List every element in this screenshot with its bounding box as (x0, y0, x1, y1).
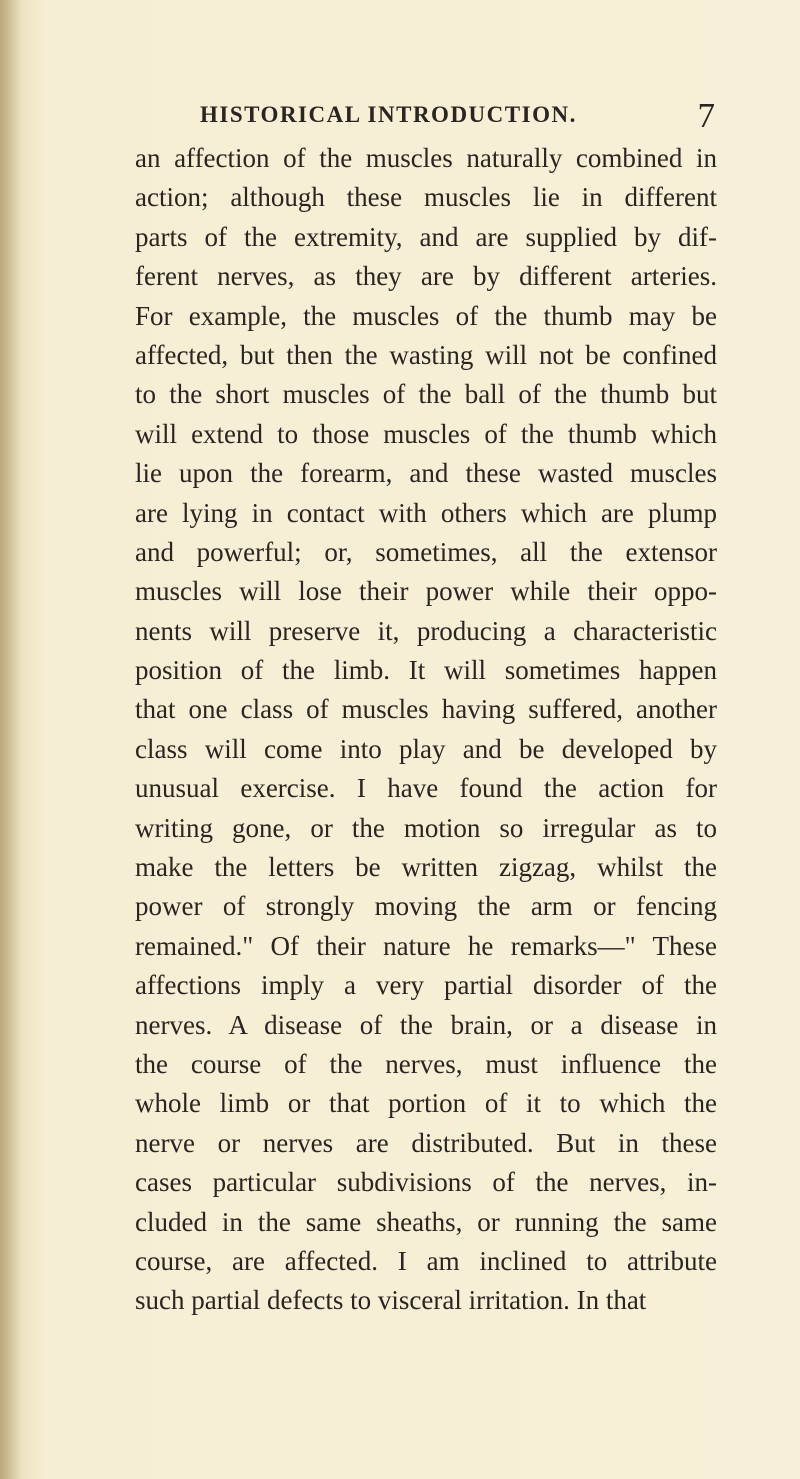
text-line: make the letters be written zigzag, whilst the (135, 852, 717, 883)
text-line: ferent nerves, as they are by different arteries. (135, 261, 717, 292)
text-line: position of the limb. It will sometimes happen (135, 655, 717, 686)
text-line: to the short muscles of the ball of the thumb but (135, 379, 717, 410)
text-line: and powerful; or, sometimes, all the extensor (135, 536, 717, 567)
text-line: writing gone, or the motion so irregular as to (135, 812, 717, 843)
text-line: For example, the muscles of the thumb may be (135, 300, 717, 331)
text-line: cluded in the same sheaths, or running the same (135, 1206, 717, 1237)
text-line: nents will preserve it, producing a characteristic (135, 615, 717, 646)
text-line: unusual exercise. I have found the action for (135, 773, 717, 804)
text-line: will extend to those muscles of the thumb which (135, 418, 717, 449)
text-line: course, are affected. I am inclined to attribute (135, 1245, 717, 1276)
page-header (200, 96, 715, 136)
text-line: parts of the extremity, and are supplied by dif- (135, 221, 717, 252)
text-line: whole limb or that portion of it to which the (135, 1088, 717, 1119)
text-line: the course of the nerves, must influence the (135, 1048, 717, 1079)
text-line: action; although these muscles lie in different (135, 182, 717, 213)
text-line: an affection of the muscles naturally combined in (135, 143, 717, 173)
text-line: muscles will lose their power while their oppo- (135, 576, 717, 607)
text-line: affections imply a very partial disorder of the (135, 970, 717, 1001)
binding-gutter (0, 0, 22, 1479)
text-line: nerve or nerves are distributed. But in these (135, 1127, 717, 1158)
text-line: such partial defects to visceral irritation. In that (135, 1285, 647, 1316)
text-line: affected, but then the wasting will not be confined (135, 339, 717, 370)
page-number: 7 (697, 96, 715, 135)
text-line: that one class of muscles having suffered, another (135, 694, 717, 725)
text-line: remained." Of their nature he remarks—" These (135, 930, 717, 961)
text-line: nerves. A disease of the brain, or a disease in (135, 1009, 717, 1040)
text-line: lie upon the forearm, and these wasted muscles (135, 458, 717, 489)
running-head: HISTORICAL INTRODUCTION. (200, 102, 577, 127)
text-line: are lying in contact with others which are plump (135, 497, 717, 528)
text-line: cases particular subdivisions of the nerves, in- (135, 1167, 717, 1198)
text-line: class will come into play and be developed by (135, 733, 717, 764)
text-line: power of strongly moving the arm or fencing (135, 891, 717, 922)
body-text (135, 139, 717, 1321)
